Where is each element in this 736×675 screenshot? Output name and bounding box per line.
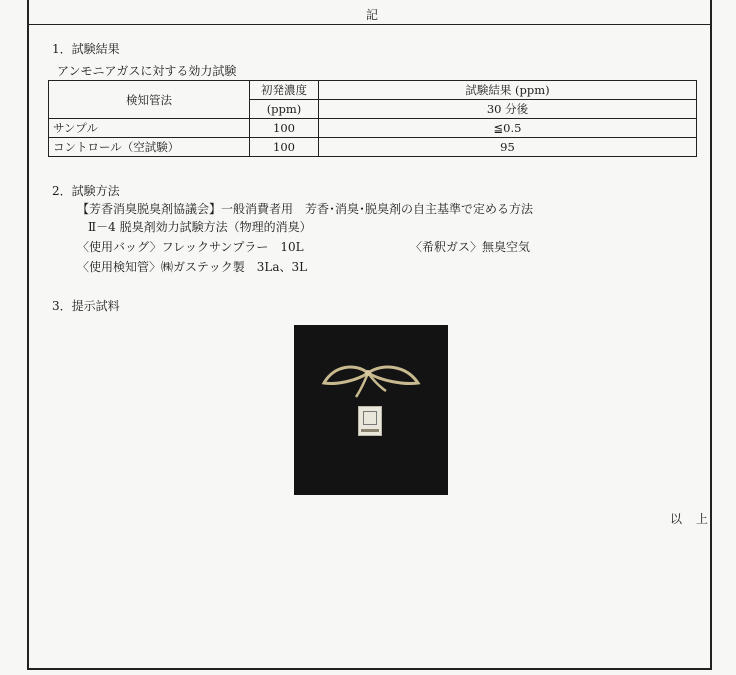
product-tag (358, 406, 382, 436)
section-2-heading: 2．試験方法 (52, 184, 120, 198)
table-row (49, 138, 697, 157)
table-row (49, 119, 697, 138)
document-title: 記 (366, 8, 380, 22)
row-label: コントロール（空試験） (49, 138, 250, 157)
method-name: Ⅱ－4 脱臭剤効力試験方法（物理的消臭） (88, 220, 312, 234)
tag-text-mark (361, 429, 379, 432)
section-3-heading: 3．提示試料 (52, 299, 120, 313)
closing-mark: 以上 (670, 512, 723, 526)
method-dilution-gas: 〈希釈ガス〉無臭空気 (410, 240, 531, 254)
section-1-subtitle: アンモニアガスに対する効力試験 (57, 64, 237, 78)
header-method: 検知管法 (49, 81, 250, 119)
header-rule (29, 24, 710, 25)
header-initial-unit: (ppm) (250, 100, 319, 119)
row-label: サンプル (49, 119, 250, 138)
row-result: 95 (319, 138, 697, 157)
section-1-heading: 1．試験結果 (52, 42, 120, 56)
row-result: ≦0.5 (319, 119, 697, 138)
header-result-time: 30 分後 (319, 100, 697, 119)
results-table (48, 80, 697, 157)
method-bag: 〈使用バッグ〉フレックサンプラー 10L (77, 240, 304, 254)
sample-photo (294, 325, 448, 495)
method-standard: 【芳香消臭脱臭剤協議会】一般消費者用 芳香･消臭･脱臭剤の自主基準で定める方法 (77, 202, 534, 216)
header-initial: 初発濃度 (250, 81, 319, 100)
row-initial: 100 (250, 138, 319, 157)
method-detector-tube: 〈使用検知管〉㈱ガステック製 3La、3L (77, 260, 308, 274)
tag-logo-icon (363, 411, 377, 425)
header-result: 試験結果 (ppm) (319, 81, 697, 100)
row-initial: 100 (250, 119, 319, 138)
